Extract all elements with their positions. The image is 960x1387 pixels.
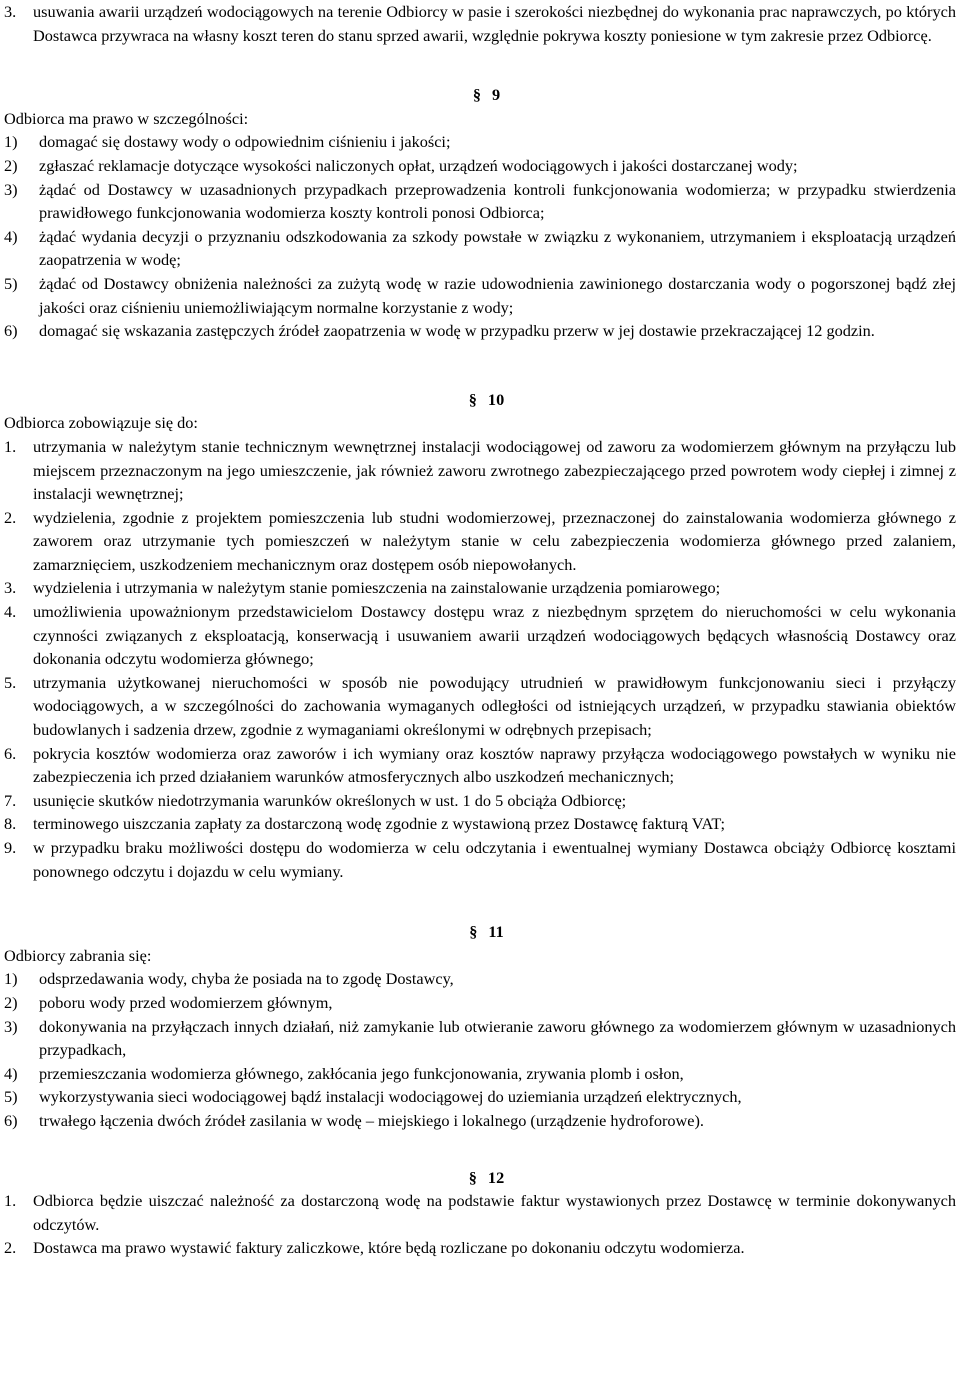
item-number: 6) — [4, 321, 18, 341]
section-12 — [4, 1166, 956, 1260]
item-number: 4. — [4, 602, 17, 622]
list-item — [4, 1109, 956, 1133]
list-item — [4, 600, 956, 671]
item-number: 9. — [4, 838, 17, 857]
list-item — [4, 225, 956, 272]
item-number: 5) — [4, 1087, 18, 1107]
list-item — [4, 506, 956, 577]
item-number: 3) — [4, 1016, 18, 1036]
item-text: pokrycia kosztów wodomierza oraz zaworów i ich wymiany oraz kosztów naprawy przyłącza wodociągowego powstałych w wyniku nie zabezpieczenia ich przed działaniem warunków atmosferycznych albo uszkodzeń mechanicznych; — [33, 743, 956, 787]
list-item — [4, 991, 956, 1015]
list-item — [4, 154, 956, 178]
item-text: utrzymania użytkowanej nieruchomości w sposób nie powodujący utrudnień w prawidłowym funkcjonowaniu sieci i przyłączy wodociągowych, a w szczególności do zachowania wymaganych odległości od istniejących urządzeń, w przypadku stawiania obiektów budowlanych i sadzenia drzew, zgodnie z wymaganiami określonymi w odrębnych przepisach; — [33, 672, 956, 740]
list-item — [4, 0, 956, 47]
item-text: poboru wody przed wodomierzem głównym, — [39, 992, 333, 1012]
item-number: 1. — [4, 436, 17, 456]
item-text: wykorzystywania sieci wodociągowej bądź instalacji wodociągowej do uziemiania urządzeń elektrycznych, — [39, 1087, 742, 1107]
section-11 — [4, 920, 956, 1132]
item-text: odsprzedawania wody, chyba że posiada na to zgodę Dostawcy, — [39, 969, 454, 989]
section-list — [4, 967, 956, 1132]
item-text: żądać od Dostawcy w uzasadnionych przypadkach przeprowadzenia kontroli funkcjonowania wodomierza; w przypadku stwierdzenia prawidłowego funkcjonowania wodomierza koszty kontroli ponosi Odbiorca; — [39, 179, 956, 223]
item-number: 6) — [4, 1110, 18, 1130]
item-text: żądać wydania decyzji o przyznaniu odszkodowania za szkody powstałe w związku z wykonaniem, utrzymaniem i eksploatacją urządzeń zaopatrzenia w wodę; — [39, 226, 956, 270]
item-number: 5. — [4, 672, 17, 692]
item-number: 6. — [4, 743, 17, 763]
section-number: 12 — [487, 1167, 505, 1187]
list-item — [4, 576, 956, 600]
section-intro: Odbiorcy zabrania się: — [4, 945, 152, 965]
section-list — [4, 1189, 956, 1260]
item-number: 1) — [4, 969, 18, 989]
item-text: wydzielenia i utrzymania w należytym stanie pomieszczenia na zainstalowanie urządzenia pomiarowego; — [33, 578, 721, 598]
item-number: 2. — [4, 507, 17, 527]
item-text: w przypadku braku możliwości dostępu do wodomierza w celu odczytania i ewentualnej wymiany Dostawca obciąży Odbiorcę kosztami ponownego odczytu i dojazdu w celu wymiany. — [33, 838, 956, 881]
item-text: usuwania awarii urządzeń wodociągowych na terenie Odbiorcy w pasie i szerokości niezbędnej do wykonania prac naprawczych, po których Dostawca przywraca na własny koszt teren do stanu sprzed awarii, względnie pokrywa koszty poniesione w tym zakresie przez Odbiorcę. — [33, 2, 956, 45]
item-number: 4) — [4, 1063, 18, 1083]
item-number: 2) — [4, 155, 18, 175]
section-number: 10 — [487, 389, 505, 409]
item-number: 4) — [4, 226, 18, 246]
item-number: 2. — [4, 1238, 17, 1258]
section-10 — [4, 388, 956, 883]
item-text: przemieszczania wodomierza głównego, zakłócania jego funkcjonowania, zrywania plomb i osłon, — [39, 1063, 684, 1083]
list-item — [4, 812, 956, 836]
section-heading — [17, 1166, 956, 1190]
item-number: 3. — [4, 2, 17, 21]
list-item — [4, 1085, 956, 1109]
item-number: 2) — [4, 992, 18, 1012]
item-number: 7. — [4, 790, 17, 810]
item-text: domagać się dostawy wody o odpowiednim ciśnieniu i jakości; — [39, 132, 451, 152]
item-text: terminowego uiszczania zapłaty za dostarczoną wodę zgodnie z wystawioną przez Dostawcę fakturą VAT; — [33, 814, 725, 834]
item-text: dokonywania na przyłączach innych działań, niż zamykanie lub otwieranie zaworu głównego za wodomierzem głównym w uzasadnionych przypadkach, — [39, 1016, 956, 1060]
section-heading — [17, 920, 956, 944]
list-item — [4, 742, 956, 789]
item-number: 3. — [4, 578, 17, 598]
item-text: Dostawca ma prawo wystawić faktury zaliczkowe, które będą rozliczane po dokonaniu odczytu wodomierza. — [33, 1238, 745, 1258]
item-text: trwałego łączenia dwóch źródeł zasilania w wodę – miejskiego i lokalnego (urządzenie hydroforowe). — [39, 1110, 705, 1130]
list-item — [4, 1236, 956, 1260]
item-number: 8. — [4, 814, 17, 834]
section-list — [4, 435, 956, 883]
section-number: 9 — [492, 85, 501, 105]
section-symbol: § — [468, 389, 477, 409]
list-item — [4, 178, 956, 225]
item-text: utrzymania w należytym stanie technicznym wewnętrznej instalacji wodociągowej od zaworu za wodomierzem głównym na przyłączu lub miejscem przeznaczonym na jego umieszczenie, jak również zaworu zwrotnego zabezpieczającego przed powrotem wody ciepłej i zimnej z instalacji wewnętrznej; — [33, 436, 956, 504]
list-item — [4, 1189, 956, 1236]
item-number: 3) — [4, 179, 18, 199]
section-heading — [17, 388, 956, 412]
section-intro: Odbiorca zobowiązuje się do: — [4, 413, 198, 433]
item-text: Odbiorca będzie uiszczać należność za dostarczoną wodę na podstawie faktur wystawionych przez Dostawcę w terminie dokonywanych odczytów. — [33, 1191, 956, 1234]
section-intro: Odbiorca ma prawo w szczególności: — [4, 108, 249, 128]
section-symbol: § — [472, 85, 481, 105]
list-item — [4, 1015, 956, 1062]
list-item — [4, 967, 956, 991]
list-item — [4, 671, 956, 742]
list-item — [4, 836, 956, 883]
item-text: usunięcie skutków niedotrzymania warunków określonych w ust. 1 do 5 obciąża Odbiorcę; — [33, 790, 627, 810]
section-number: 11 — [488, 922, 504, 942]
item-text: wydzielenia, zgodnie z projektem pomieszczenia lub studni wodomierzowej, przeznaczonej do zainstalowania wodomierza głównego z zaworem oraz utrzymanie tych pomieszczeń w należytym stanie w celu zabezpieczenia wodomierza głównego przed zalaniem, zamarznięciem, uszkodzeniem mechanicznym oraz dostępem osób niepowołanych. — [33, 507, 956, 574]
item-text: zgłaszać reklamacje dotyczące wysokości naliczonych opłat, urządzeń wodociągowych i jakości dostarczanej wody; — [39, 155, 798, 175]
item-number: 1. — [4, 1191, 17, 1211]
section-9 — [4, 83, 956, 343]
item-text: domagać się wskazania zastępczych źródeł zaopatrzenia w wodę w przypadku przerw w jej dostawie przekraczającej 12 godzin. — [39, 321, 875, 341]
section-symbol: § — [468, 1167, 477, 1187]
section-list — [4, 130, 956, 342]
item-number: 5) — [4, 273, 18, 293]
list-item — [4, 130, 956, 154]
item-text: żądać od Dostawcy obniżenia należności za zużytą wodę w razie udowodnienia zawinionego dostarczania wody o pogorszonej bądź złej jakości oraz ciśnieniu uniemożliwiającym normalne korzystanie z wody; — [39, 273, 956, 317]
list-item — [4, 1062, 956, 1086]
section-symbol: § — [469, 922, 478, 942]
section-heading — [17, 83, 956, 107]
item-number: 1) — [4, 132, 18, 152]
item-text: umożliwienia upoważnionym przedstawicielom Dostawcy dostępu wraz z niezbędnym sprzętem do nieruchomości w celu wykonania czynności związanych z eksploatacją, konserwacją i usuwaniem awarii urządzeń wodociągowych będących własnością Dostawcy oraz dokonania odczytu wodomierza głównego; — [33, 602, 956, 669]
list-item — [4, 435, 956, 506]
list-item — [4, 319, 956, 343]
list-item — [4, 272, 956, 319]
list-item — [4, 789, 956, 813]
